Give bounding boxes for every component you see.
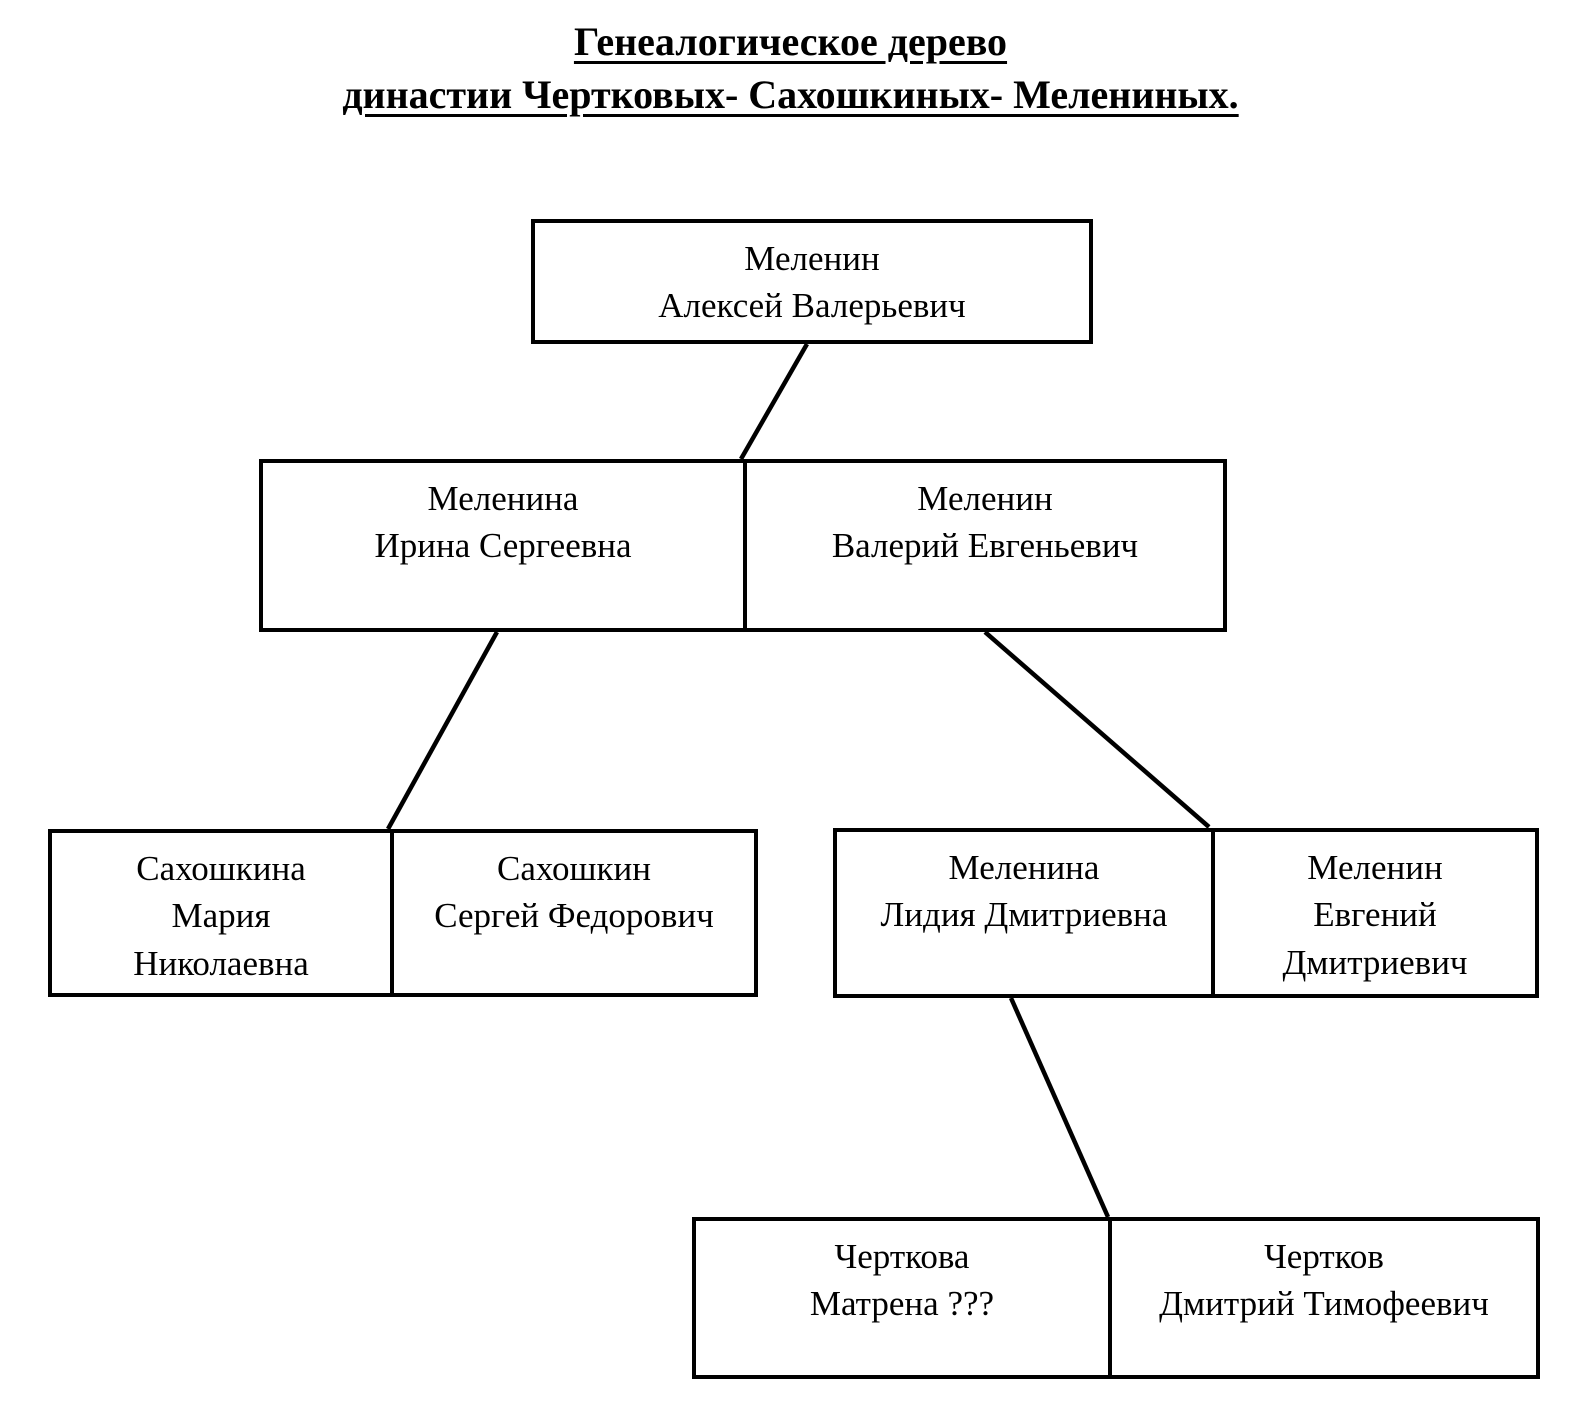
person-box-melenin-alexey — [531, 219, 1093, 344]
connector-irina-to-parents — [388, 632, 497, 829]
person-given-name: Сергей Федорович — [434, 896, 714, 936]
person-surname: Сахошкин — [497, 849, 651, 888]
connector-lidia-to-parents — [1011, 998, 1108, 1217]
person-given-name: Ирина Сергеевна — [374, 526, 632, 566]
person-given-name: Матрена ??? — [809, 1284, 995, 1324]
person-sahoshkin-sergey — [390, 833, 754, 993]
person-given-name: Валерий Евгеньевич — [831, 526, 1139, 566]
couple-box-melenin-parents — [259, 459, 1227, 632]
couple-box-chertkov — [692, 1217, 1540, 1379]
couple-box-sahoshkin — [48, 829, 758, 997]
person-given-name: Евгений — [1313, 895, 1437, 935]
diagram-title-line-2: династии Чертковых- Сахошкиных- Мелениных. — [342, 71, 1239, 117]
person-patronymic: Николаевна — [133, 943, 309, 983]
person-chertkova-matrena — [696, 1221, 1108, 1375]
person-given-name: Дмитрий Тимофеевич — [1159, 1284, 1489, 1324]
person-sahoshkina-maria — [52, 833, 390, 993]
person-surname: Меленин — [1307, 848, 1443, 887]
person-surname: Меленин — [917, 479, 1053, 518]
person-melenina-lidia — [837, 832, 1211, 994]
person-surname: Сахошкина — [136, 849, 306, 888]
person-melenina-irina — [263, 463, 743, 628]
person-surname: Меленина — [948, 848, 1100, 887]
person-surname: Меленина — [427, 479, 579, 518]
connector-alexey-to-parents — [741, 344, 807, 459]
diagram-title-line-1: Генеалогическое дерево — [573, 19, 1008, 64]
person-surname: Меленин — [744, 239, 880, 278]
person-melenin-valery — [743, 463, 1223, 628]
person-patronymic: Дмитриевич — [1282, 942, 1468, 982]
person-given-name: Алексей Валерьевич — [658, 286, 966, 326]
couple-box-melenin-grandparents — [833, 828, 1539, 998]
person-surname: Чертков — [1264, 1237, 1384, 1276]
person-given-name: Лидия Дмитриевна — [880, 895, 1168, 935]
person-melenin-evgeny — [1211, 832, 1535, 994]
person-melenin-alexey — [535, 223, 1089, 340]
person-surname: Черткова — [834, 1237, 970, 1276]
person-chertkov-dmitry — [1108, 1221, 1536, 1375]
connector-valery-to-parents — [985, 632, 1209, 827]
person-given-name: Мария — [171, 896, 271, 936]
